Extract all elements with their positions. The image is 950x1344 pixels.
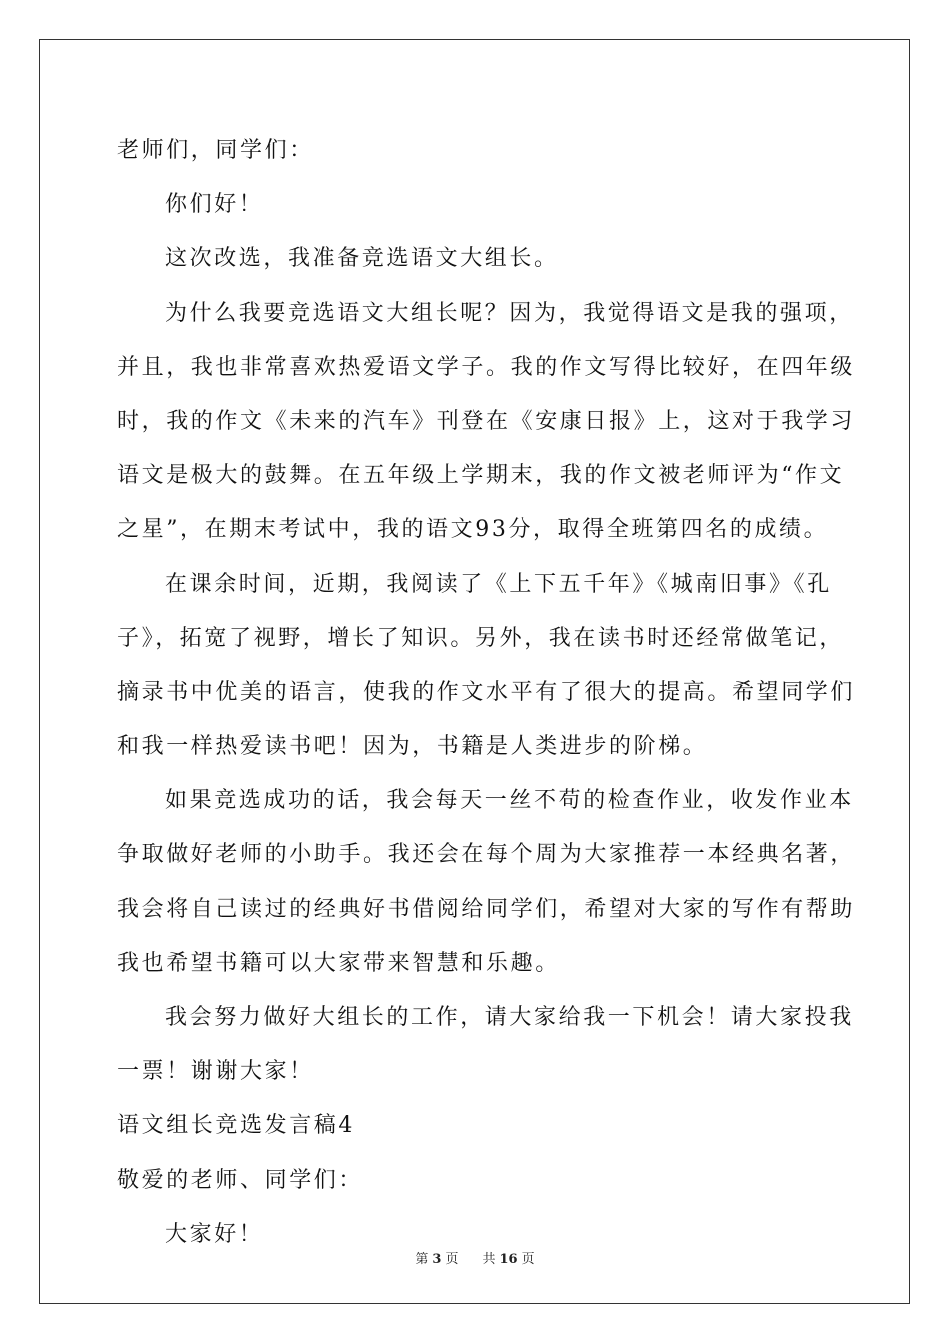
text-line: 为什么我要竞选语文大组长呢？因为，我觉得语文是我的强项， [165,300,854,326]
text-line: 我也希望书籍可以大家带来智慧和乐趣。 [117,950,560,976]
page-prefix: 第 [415,1252,429,1267]
text-line: 并且，我也非常喜欢热爱语文学子。我的作文写得比较好，在四年级 [117,354,856,380]
text-line: 这次改选，我准备竞选语文大组长。 [165,246,559,272]
page-number: 3 [432,1252,442,1267]
total-prefix: 共 [482,1252,496,1267]
total-pages: 16 [499,1252,518,1267]
section-heading: 语文组长竞选发言稿4 [117,1113,355,1139]
page-suffix: 页 [445,1252,459,1267]
text-line: 我会努力做好大组长的工作，请大家给我一下机会！请大家投我 [165,1005,854,1030]
text-line: 在课余时间，近期，我阅读了《上下五千年》《城南旧事》《孔 [165,571,832,597]
text-line: 之星”，在期末考试中，我的语文93分，取得全班第四名的成绩。 [117,517,829,543]
text-line: 语文是极大的鼓舞。在五年级上学期末，我的作文被老师评为“作文 [117,463,845,489]
text-line: 我会将自己读过的经典好书借阅给同学们，希望对大家的写作有帮助 [117,896,856,922]
text-line: 时，我的作文《未来的汽车》刊登在《安康日报》上，这对于我学习 [117,408,856,434]
greeting: 大家好！ [165,1221,264,1247]
text-line: 老师们，同学们： [117,138,314,163]
page-footer [0,1248,950,1267]
text-line: 一票！谢谢大家！ [117,1059,314,1085]
document-body [117,124,856,1262]
text-line: 如果竞选成功的话，我会每天一丝不苟的检查作业，收发作业本 [165,788,854,814]
total-suffix: 页 [521,1252,535,1267]
salutation: 敬爱的老师、同学们： [117,1167,364,1193]
text-line: 争取做好老师的小助手。我还会在每个周为大家推荐一本经典名著， [117,842,856,868]
text-line: 你们好！ [165,192,264,218]
text-line: 子》，拓宽了视野，增长了知识。另外，我在读书时还经常做笔记， [117,625,845,651]
text-line: 和我一样热爱读书吧！因为，书籍是人类进步的阶梯。 [117,734,708,760]
text-line: 摘录书中优美的语言，使我的作文水平有了很大的提高。希望同学们 [117,679,856,705]
